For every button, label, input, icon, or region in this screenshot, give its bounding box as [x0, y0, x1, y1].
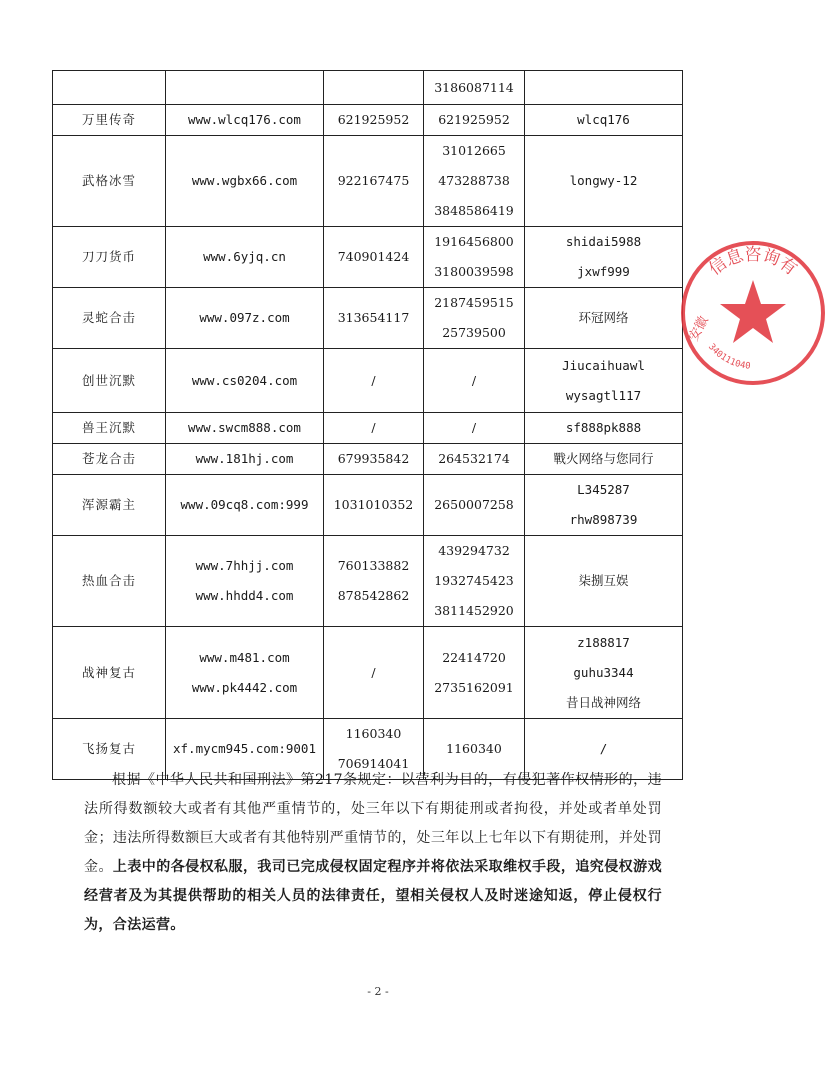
cell-text: 760133882	[337, 558, 410, 573]
game-name-cell	[53, 227, 166, 288]
cell-text: www.6yjq.cn	[203, 249, 286, 264]
game-name-cell	[53, 136, 166, 227]
cell-text: 3180039598	[434, 264, 514, 279]
cell-text: 706914041	[337, 756, 410, 771]
website-cell	[166, 627, 324, 719]
cell-text: longwy-12	[569, 173, 638, 188]
game-name-cell	[53, 413, 166, 444]
infringement-table-body	[53, 71, 683, 780]
cell-text: Jiucaihuawl	[562, 357, 645, 373]
cell-text: 3186087114	[434, 79, 514, 95]
cell-text: guhu3344	[573, 664, 634, 680]
account-cell	[525, 136, 683, 227]
game-name-cell	[53, 288, 166, 349]
account-cell	[525, 227, 683, 288]
cell-text: wlcq176	[577, 112, 630, 127]
cell-text: www.wlcq176.com	[188, 112, 301, 127]
cell-text: www.pk4442.com	[191, 679, 298, 695]
legal-paragraph-statute: 根据《中华人民共和国刑法》第217条规定：以营利为目的，有侵犯著作权情形的，违法所得数额较大或者有其他严重情节的，处三年以下有期徒刑或者拘役，并处或者单处罚金；违法所得数额巨大或者有其他特别严重情节的，处三年以上七年以下有期徒刑，并处罚金。	[84, 772, 662, 875]
table-row	[53, 136, 683, 227]
cell-text: L345287	[577, 482, 630, 497]
table-row	[53, 349, 683, 413]
contact-qq-cell	[324, 627, 424, 719]
cell-text: www.m481.com	[199, 649, 290, 665]
cell-text: 飞扬复古	[81, 741, 136, 756]
cell-text: wysagtl117	[565, 387, 642, 403]
cell-text: shidai5988	[565, 234, 642, 249]
contact-qq-alt-cell	[424, 444, 525, 475]
contact-qq-cell	[324, 413, 424, 444]
cell-text: 439294732	[438, 543, 510, 558]
game-name-cell	[53, 349, 166, 413]
cell-text: 浑源霸主	[81, 497, 136, 512]
table-row	[53, 475, 683, 536]
cell-text: www.swcm888.com	[188, 420, 301, 435]
legal-paragraph	[84, 766, 662, 940]
page-number: - 2 -	[367, 985, 389, 998]
account-cell	[525, 413, 683, 444]
account-cell	[525, 444, 683, 475]
table-row	[53, 536, 683, 627]
cell-text: 25739500	[442, 325, 506, 340]
table-row	[53, 105, 683, 136]
table-row	[53, 288, 683, 349]
cell-text: 313654117	[337, 310, 410, 325]
cell-text: 戰火网络与您同行	[553, 451, 654, 466]
cell-text: 1160340	[345, 726, 402, 741]
cell-text: 264532174	[438, 451, 510, 466]
website-cell	[166, 413, 324, 444]
website-cell	[166, 288, 324, 349]
cell-text: /	[471, 372, 477, 388]
contact-qq-alt-cell	[424, 413, 525, 444]
contact-qq-alt-cell	[424, 627, 525, 719]
website-cell	[166, 475, 324, 536]
cell-text: www.097z.com	[199, 310, 290, 325]
cell-text: rhw898739	[569, 512, 638, 527]
cell-text: /	[599, 741, 608, 756]
cell-text: z188817	[577, 634, 630, 650]
cell-text: 1932745423	[434, 573, 514, 588]
seal-star-icon	[720, 280, 786, 343]
contact-qq-alt-cell	[424, 475, 525, 536]
cell-text: 740901424	[337, 249, 410, 264]
game-name-cell	[53, 71, 166, 105]
table-row	[53, 444, 683, 475]
cell-text: 创世沉默	[81, 372, 136, 388]
contact-qq-cell	[324, 136, 424, 227]
table-row	[53, 71, 683, 105]
cell-text: 3811452920	[434, 603, 514, 618]
contact-qq-cell	[324, 288, 424, 349]
contact-qq-alt-cell	[424, 71, 525, 105]
cell-text: 柒捌互娱	[578, 573, 629, 588]
table-row	[53, 627, 683, 719]
cell-text: 22414720	[442, 649, 506, 665]
contact-qq-cell	[324, 349, 424, 413]
cell-text: /	[371, 372, 376, 388]
website-cell	[166, 444, 324, 475]
cell-text: /	[471, 420, 477, 435]
cell-text: www.09cq8.com:999	[180, 497, 309, 512]
cell-text: 679935842	[337, 451, 410, 466]
website-cell	[166, 71, 324, 105]
cell-text: 922167475	[337, 173, 410, 188]
contact-qq-cell	[324, 105, 424, 136]
cell-text: 灵蛇合击	[81, 310, 136, 325]
contact-qq-alt-cell	[424, 349, 525, 413]
table-row	[53, 413, 683, 444]
account-cell	[525, 349, 683, 413]
cell-text: 621925952	[337, 112, 410, 127]
contact-qq-alt-cell	[424, 227, 525, 288]
cell-text: /	[371, 420, 376, 435]
contact-qq-cell	[324, 475, 424, 536]
contact-qq-alt-cell	[424, 288, 525, 349]
seal-top-text: 信息咨询有	[705, 245, 801, 280]
cell-text: 环冠网络	[578, 310, 629, 325]
cell-text: 1916456800	[434, 234, 514, 249]
cell-text: 31012665	[442, 143, 506, 158]
website-cell	[166, 136, 324, 227]
contact-qq-cell	[324, 71, 424, 105]
game-name-cell	[53, 105, 166, 136]
website-cell	[166, 105, 324, 136]
game-name-cell	[53, 627, 166, 719]
account-cell	[525, 475, 683, 536]
cell-text: www.wgbx66.com	[191, 173, 298, 188]
cell-text: 2735162091	[434, 679, 514, 695]
cell-text: 兽王沉默	[81, 420, 136, 435]
cell-text: xf.mycm945.com:9001	[173, 741, 316, 756]
cell-text: 万里传奇	[81, 112, 136, 127]
cell-text: 武格冰雪	[81, 173, 136, 188]
cell-text: www.7hhjj.com	[195, 558, 294, 573]
cell-text: 1031010352	[333, 497, 414, 512]
account-cell	[525, 105, 683, 136]
cell-text: www.cs0204.com	[191, 372, 298, 388]
cell-text: www.hhdd4.com	[195, 588, 294, 603]
contact-qq-alt-cell	[424, 105, 525, 136]
contact-qq-cell	[324, 536, 424, 627]
cell-text: 刀刀货币	[81, 249, 136, 264]
game-name-cell	[53, 444, 166, 475]
cell-text: jxwf999	[577, 264, 630, 279]
seal-code: 340111040	[706, 342, 751, 372]
cell-text: www.181hj.com	[195, 451, 294, 466]
account-cell	[525, 536, 683, 627]
contact-qq-cell	[324, 227, 424, 288]
website-cell	[166, 227, 324, 288]
cell-text: /	[371, 664, 376, 680]
account-cell	[525, 71, 683, 105]
website-cell	[166, 349, 324, 413]
infringement-table	[52, 70, 683, 780]
cell-text: 621925952	[438, 112, 510, 127]
contact-qq-cell	[324, 444, 424, 475]
cell-text: 2650007258	[434, 497, 514, 512]
cell-text: 3848586419	[434, 203, 514, 218]
company-seal	[678, 238, 828, 388]
contact-qq-alt-cell	[424, 536, 525, 627]
account-cell	[525, 288, 683, 349]
game-name-cell	[53, 475, 166, 536]
contact-qq-alt-cell	[424, 136, 525, 227]
cell-text: 2187459515	[434, 295, 514, 310]
website-cell	[166, 536, 324, 627]
cell-text: 战神复古	[81, 664, 136, 680]
seal-left-text: 安徽	[686, 313, 712, 344]
cell-text: 473288738	[438, 173, 510, 188]
cell-text: 热血合击	[81, 573, 136, 588]
cell-text: 878542862	[337, 588, 410, 603]
cell-text: sf888pk888	[565, 420, 642, 435]
game-name-cell	[53, 536, 166, 627]
cell-text: 1160340	[446, 741, 502, 756]
account-cell	[525, 627, 683, 719]
cell-text: 苍龙合击	[81, 451, 136, 466]
cell-text: 昔日战神网络	[565, 694, 641, 710]
table-row	[53, 227, 683, 288]
legal-paragraph-notice: 上表中的各侵权私服，我司已完成侵权固定程序并将依法采取维权手段，追究侵权游戏经营者及为其提供帮助的相关人员的法律责任，望相关侵权人及时迷途知返，停止侵权行为，合法运营。	[84, 859, 662, 933]
